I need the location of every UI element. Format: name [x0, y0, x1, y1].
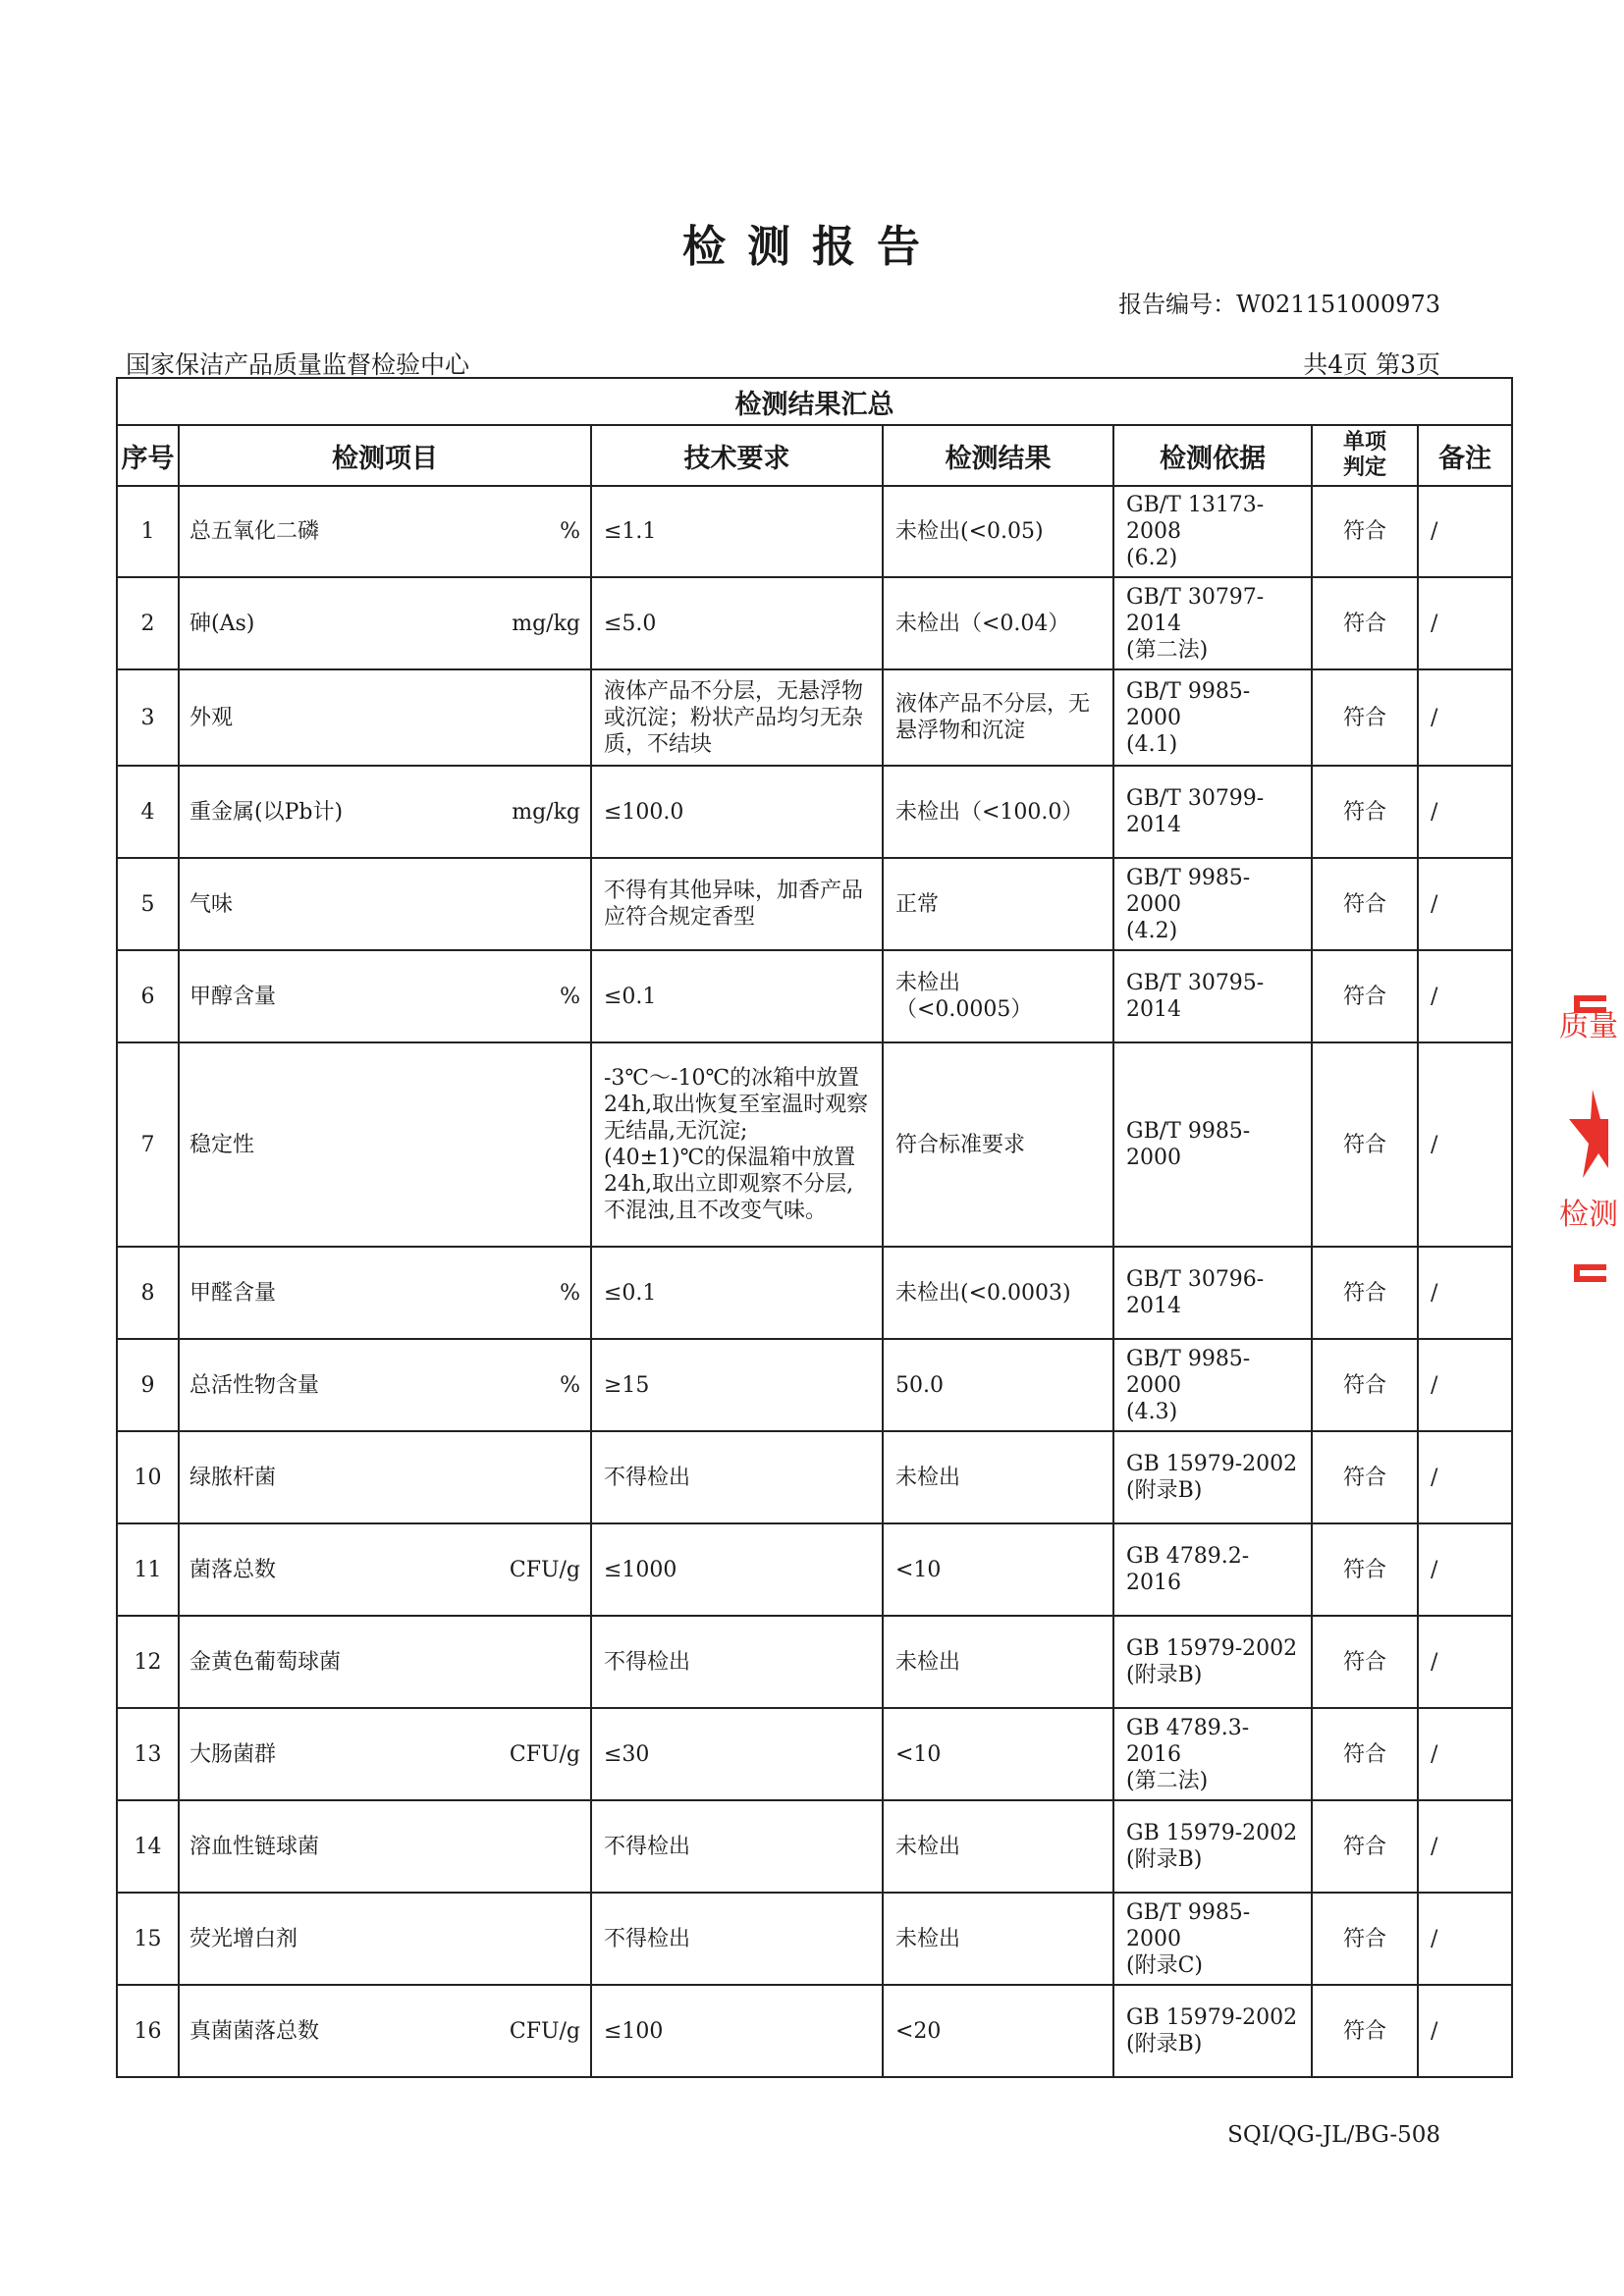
row-basis: GB/T 9985-2000 (4.1) — [1113, 669, 1312, 766]
row-requirement: ≤0.1 — [591, 1247, 883, 1339]
row-seq: 9 — [117, 1339, 179, 1431]
row-note: / — [1418, 1247, 1512, 1339]
row-seq: 8 — [117, 1247, 179, 1339]
row-seq: 14 — [117, 1800, 179, 1893]
row-judgment: 符合 — [1312, 1247, 1418, 1339]
row-seq: 1 — [117, 486, 179, 577]
row-result: 50.0 — [883, 1339, 1113, 1431]
column-header-requirement: 技术要求 — [591, 425, 883, 486]
row-item-unit: mg/kg — [512, 611, 580, 636]
judgment-header-line2: 判定 — [1342, 455, 1386, 480]
stamp-text-top: 质量 — [1559, 1009, 1618, 1043]
table-row — [117, 1800, 1512, 1893]
row-note: / — [1418, 1708, 1512, 1800]
row-item-unit: mg/kg — [512, 799, 580, 825]
row-basis: GB/T 13173-2008 (6.2) — [1113, 486, 1312, 577]
row-result: 未检出 — [883, 1800, 1113, 1893]
row-result: <10 — [883, 1708, 1113, 1800]
row-result: <20 — [883, 1985, 1113, 2077]
table-row — [117, 1616, 1512, 1708]
row-requirement: ≤30 — [591, 1708, 883, 1800]
row-item-name: 砷(As) — [189, 611, 255, 636]
row-result: 未检出 — [883, 1893, 1113, 1985]
page-indicator: 共4页 第3页 — [1303, 350, 1440, 379]
red-seal-stamp — [1559, 996, 1618, 1281]
row-seq: 16 — [117, 1985, 179, 2077]
column-header-item: 检测项目 — [179, 425, 591, 486]
row-requirement: 液体产品不分层，无悬浮物或沉淀；粉状产品均匀无杂质，不结块 — [591, 669, 883, 766]
row-note: / — [1418, 1523, 1512, 1616]
row-requirement: ≤1.1 — [591, 486, 883, 577]
judgment-header-line1: 单项 — [1342, 430, 1386, 454]
row-requirement: ≤0.1 — [591, 950, 883, 1042]
row-item — [179, 669, 591, 766]
row-judgment: 符合 — [1312, 1985, 1418, 2077]
row-basis: GB/T 9985-2000 — [1113, 1042, 1312, 1247]
row-item-name: 总活性物含量 — [189, 1372, 320, 1398]
row-item — [179, 1708, 591, 1800]
row-note: / — [1418, 1042, 1512, 1247]
row-judgment: 符合 — [1312, 1616, 1418, 1708]
row-item — [179, 1523, 591, 1616]
row-item-unit: % — [560, 519, 580, 544]
row-item-unit: % — [560, 1280, 580, 1306]
row-seq: 11 — [117, 1523, 179, 1616]
row-note: / — [1418, 486, 1512, 577]
row-basis: GB/T 30796-2014 — [1113, 1247, 1312, 1339]
row-item-unit: % — [560, 984, 580, 1009]
row-item — [179, 1800, 591, 1893]
row-item-name: 甲醇含量 — [189, 984, 277, 1009]
row-seq: 15 — [117, 1893, 179, 1985]
row-result: 液体产品不分层，无悬浮物和沉淀 — [883, 669, 1113, 766]
row-requirement: ≤1000 — [591, 1523, 883, 1616]
column-header-judgment — [1312, 425, 1418, 486]
row-judgment: 符合 — [1312, 858, 1418, 950]
row-requirement: ≤100.0 — [591, 766, 883, 858]
row-note: / — [1418, 1616, 1512, 1708]
row-basis: GB/T 30795-2014 — [1113, 950, 1312, 1042]
row-item — [179, 1431, 591, 1523]
table-row — [117, 1247, 1512, 1339]
row-requirement: 不得有其他异味，加香产品应符合规定香型 — [591, 858, 883, 950]
row-result: 未检出（<100.0） — [883, 766, 1113, 858]
table-row — [117, 1893, 1512, 1985]
row-item — [179, 1042, 591, 1247]
row-requirement: -3℃～-10℃的冰箱中放置24h,取出恢复至室温时观察无结晶,无沉淀; (40±1)℃的保温箱中放置24h,取出立即观察不分层,不混浊,且不改变气味。 — [591, 1042, 883, 1247]
row-item-unit: CFU/g — [509, 1557, 580, 1582]
row-item-name: 外观 — [189, 705, 234, 730]
row-requirement: 不得检出 — [591, 1893, 883, 1985]
row-seq: 2 — [117, 577, 179, 669]
row-item-unit: % — [560, 1372, 580, 1398]
row-note: / — [1418, 577, 1512, 669]
row-item — [179, 1616, 591, 1708]
row-item-unit: CFU/g — [509, 2018, 580, 2044]
row-item — [179, 858, 591, 950]
row-note: / — [1418, 669, 1512, 766]
table-row — [117, 669, 1512, 766]
row-judgment: 符合 — [1312, 766, 1418, 858]
stamp-text-bottom: 检测 — [1559, 1198, 1618, 1232]
report-number: 报告编号：W021151000973 — [1118, 291, 1440, 318]
column-header-note: 备注 — [1418, 425, 1512, 486]
row-requirement: ≤5.0 — [591, 577, 883, 669]
row-item-name: 菌落总数 — [189, 1557, 277, 1582]
row-requirement: 不得检出 — [591, 1431, 883, 1523]
row-item — [179, 950, 591, 1042]
row-item-name: 稳定性 — [189, 1132, 255, 1157]
row-judgment: 符合 — [1312, 577, 1418, 669]
row-seq: 13 — [117, 1708, 179, 1800]
row-note: / — [1418, 858, 1512, 950]
row-basis: GB 15979-2002 (附录B) — [1113, 1800, 1312, 1893]
column-header-seq: 序号 — [117, 425, 179, 486]
table-row — [117, 858, 1512, 950]
row-result: 未检出（<0.04） — [883, 577, 1113, 669]
row-requirement: ≤100 — [591, 1985, 883, 2077]
table-row — [117, 486, 1512, 577]
row-item — [179, 766, 591, 858]
row-basis: GB/T 30797-2014 (第二法) — [1113, 577, 1312, 669]
row-basis: GB 15979-2002 (附录B) — [1113, 1431, 1312, 1523]
row-judgment: 符合 — [1312, 1339, 1418, 1431]
row-judgment: 符合 — [1312, 486, 1418, 577]
table-row — [117, 766, 1512, 858]
row-item-name: 真菌菌落总数 — [189, 2018, 320, 2044]
row-result: 正常 — [883, 858, 1113, 950]
row-item-name: 溶血性链球菌 — [189, 1834, 320, 1859]
row-requirement: ≥15 — [591, 1339, 883, 1431]
row-seq: 7 — [117, 1042, 179, 1247]
row-basis: GB/T 9985-2000 (附录C) — [1113, 1893, 1312, 1985]
form-code: SQI/QG-JL/BG-508 — [1227, 2122, 1440, 2148]
row-seq: 4 — [117, 766, 179, 858]
table-row — [117, 1431, 1512, 1523]
row-item-name: 甲醛含量 — [189, 1280, 277, 1306]
row-judgment: 符合 — [1312, 1042, 1418, 1247]
row-note: / — [1418, 1800, 1512, 1893]
row-item — [179, 1247, 591, 1339]
row-note: / — [1418, 950, 1512, 1042]
row-judgment: 符合 — [1312, 1523, 1418, 1616]
table-row — [117, 1339, 1512, 1431]
row-judgment: 符合 — [1312, 1800, 1418, 1893]
row-item — [179, 486, 591, 577]
row-result: 未检出 （<0.0005） — [883, 950, 1113, 1042]
row-item-name: 金黄色葡萄球菌 — [189, 1649, 342, 1675]
column-header-basis: 检测依据 — [1113, 425, 1312, 486]
row-item — [179, 1339, 591, 1431]
stamp-star-icon — [1569, 1090, 1608, 1178]
row-item-name: 大肠菌群 — [189, 1741, 277, 1767]
row-item — [179, 1893, 591, 1985]
row-result: <10 — [883, 1523, 1113, 1616]
row-judgment: 符合 — [1312, 669, 1418, 766]
row-requirement: 不得检出 — [591, 1800, 883, 1893]
row-item-name: 总五氧化二磷 — [189, 519, 320, 544]
row-result: 符合标准要求 — [883, 1042, 1113, 1247]
row-item-name: 荧光增白剂 — [189, 1926, 298, 1951]
row-item-name: 重金属(以Pb计) — [189, 799, 344, 825]
table-row — [117, 950, 1512, 1042]
report-title: 检测报告 — [682, 222, 942, 272]
row-item-name: 气味 — [189, 891, 234, 917]
row-basis: GB/T 9985-2000 (4.2) — [1113, 858, 1312, 950]
row-basis: GB 4789.3-2016 (第二法) — [1113, 1708, 1312, 1800]
table-row — [117, 1523, 1512, 1616]
row-note: / — [1418, 766, 1512, 858]
row-note: / — [1418, 1985, 1512, 2077]
row-basis: GB 15979-2002 (附录B) — [1113, 1616, 1312, 1708]
row-judgment: 符合 — [1312, 1708, 1418, 1800]
row-item-name: 绿脓杆菌 — [189, 1465, 277, 1490]
row-item — [179, 577, 591, 669]
table-row — [117, 1708, 1512, 1800]
row-basis: GB/T 30799-2014 — [1113, 766, 1312, 858]
summary-title: 检测结果汇总 — [117, 378, 1512, 425]
row-result: 未检出(<0.0003) — [883, 1247, 1113, 1339]
row-seq: 3 — [117, 669, 179, 766]
table-row — [117, 1042, 1512, 1247]
column-header-row — [117, 425, 1512, 486]
row-result: 未检出 — [883, 1431, 1113, 1523]
row-basis: GB 15979-2002 (附录B) — [1113, 1985, 1312, 2077]
row-requirement: 不得检出 — [591, 1616, 883, 1708]
row-seq: 5 — [117, 858, 179, 950]
table-row — [117, 577, 1512, 669]
row-judgment: 符合 — [1312, 950, 1418, 1042]
row-seq: 12 — [117, 1616, 179, 1708]
institution-name: 国家保洁产品质量监督检验中心 — [126, 350, 470, 379]
row-note: / — [1418, 1339, 1512, 1431]
row-note: / — [1418, 1431, 1512, 1523]
row-judgment: 符合 — [1312, 1893, 1418, 1985]
row-result: 未检出(<0.05) — [883, 486, 1113, 577]
table-row — [117, 1985, 1512, 2077]
row-item-unit: CFU/g — [509, 1741, 580, 1767]
row-basis: GB 4789.2-2016 — [1113, 1523, 1312, 1616]
row-seq: 6 — [117, 950, 179, 1042]
row-seq: 10 — [117, 1431, 179, 1523]
column-header-result: 检测结果 — [883, 425, 1113, 486]
row-note: / — [1418, 1893, 1512, 1985]
row-judgment: 符合 — [1312, 1431, 1418, 1523]
row-item — [179, 1985, 591, 2077]
row-basis: GB/T 9985-2000 (4.3) — [1113, 1339, 1312, 1431]
row-result: 未检出 — [883, 1616, 1113, 1708]
results-summary-table — [116, 377, 1513, 2078]
